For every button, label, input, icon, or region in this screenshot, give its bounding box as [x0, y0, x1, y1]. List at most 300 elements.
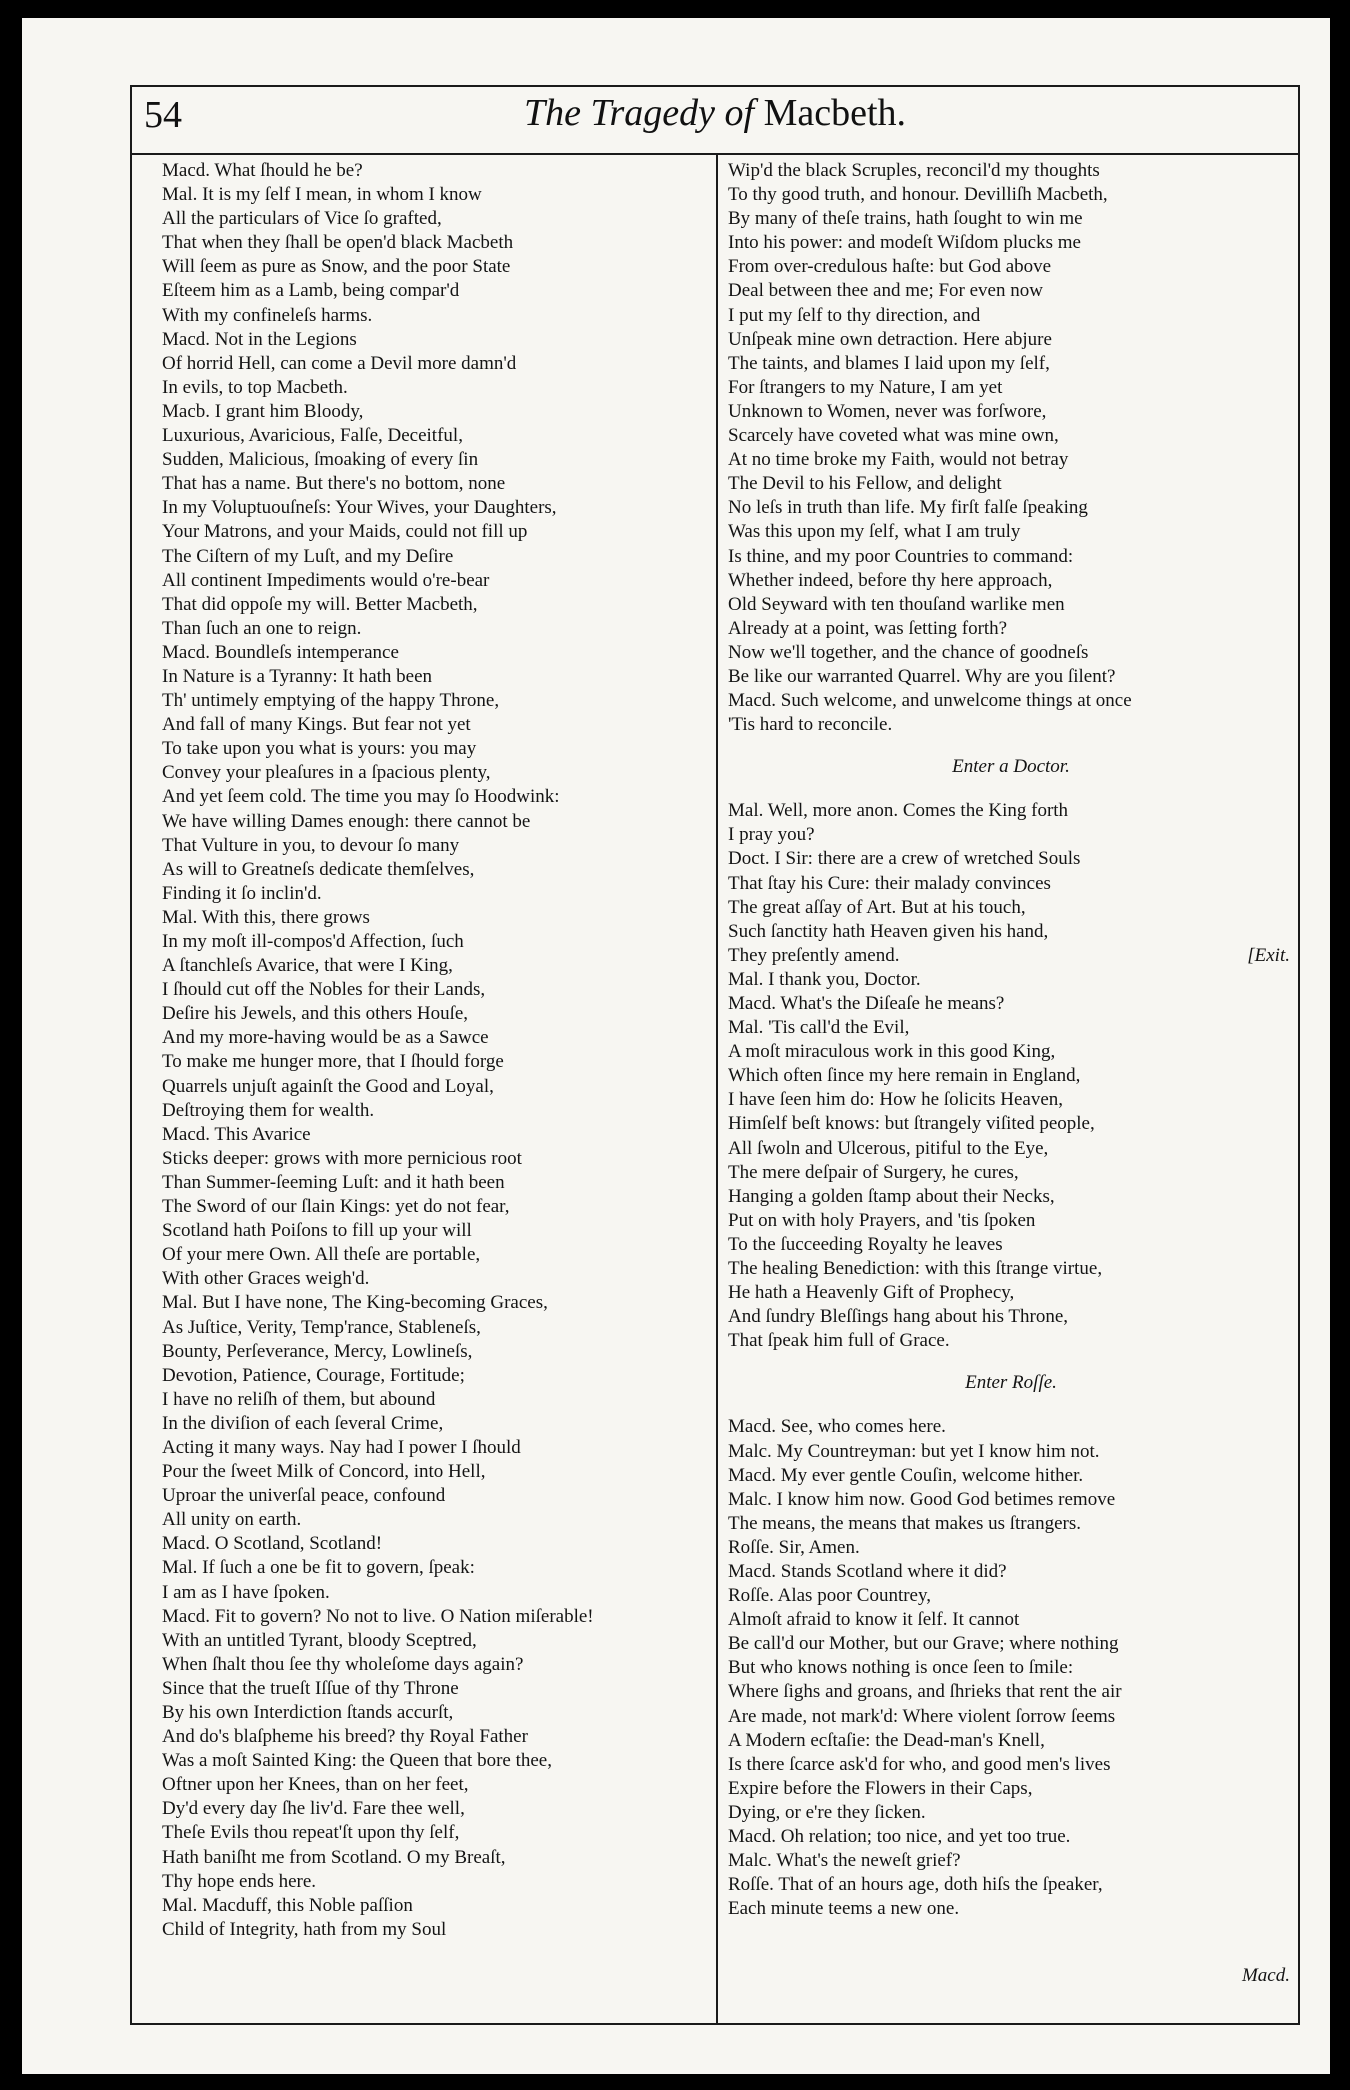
text-line: [728, 545, 1294, 569]
line-text: Was this upon my ſelf, what I am truly: [728, 521, 1021, 543]
line-text: That has a name. But there's no bottom, none: [162, 473, 506, 495]
text-line: [728, 944, 1294, 968]
text-line: [162, 304, 710, 328]
text-line: [162, 400, 710, 424]
line-text: As will to Greatneſs dedicate themſelves,: [162, 858, 475, 880]
text-line: [162, 1749, 710, 1773]
line-text: Expire before the Flowers in their Caps,: [728, 1777, 1033, 1799]
line-text: From over-credulous haſte: but God above: [728, 256, 1052, 278]
line-text: Uproar the univerſal peace, confound: [162, 1485, 446, 1507]
line-text: Such ſanctity hath Heaven given his hand,: [728, 920, 1049, 942]
line-text: The taints, and blames I laid upon my ſelf,: [728, 352, 1050, 374]
text-line: [728, 352, 1294, 376]
text-line: [728, 400, 1294, 424]
line-text: The mere deſpair of Surgery, he cures,: [728, 1161, 1019, 1183]
page-number: 54: [144, 94, 182, 136]
line-text: Now we'll together, and the chance of goodneſs: [728, 641, 1089, 663]
book-page: [22, 18, 1330, 2074]
right-block-1: [728, 159, 1294, 737]
text-line: [728, 1584, 1294, 1608]
right-block-3: [728, 1415, 1294, 1921]
catchword: Macd.: [1241, 1965, 1290, 1986]
line-text: That when they ſhall be open'd black Macbeth: [162, 232, 514, 254]
line-text: A Modern ecſtaſie: the Dead-man's Knell,: [728, 1729, 1045, 1751]
page-header: [132, 87, 1298, 155]
text-line: [162, 1870, 710, 1894]
line-text: With other Graces weigh'd.: [162, 1268, 370, 1290]
line-text: Than Summer-ſeeming Luſt: and it hath been: [162, 1171, 505, 1193]
line-text: The Sword of our ſlain Kings: yet do not fear,: [162, 1196, 510, 1218]
line-text: Malc. I know him now. Good God betimes remove: [728, 1488, 1116, 1510]
line-text: In Nature is a Tyranny: It hath been: [162, 665, 433, 687]
text-line: [728, 920, 1294, 944]
text-line: [162, 1195, 710, 1219]
line-text: The means, the means that makes us ſtrangers.: [728, 1512, 1081, 1534]
line-text: Roſſe. Alas poor Countrey,: [728, 1585, 931, 1607]
line-text: Into his power: and modeſt Wiſdom plucks me: [728, 232, 1081, 254]
line-text: And ſundry Bleſſings hang about his Throne,: [728, 1306, 1069, 1328]
text-line: [162, 183, 710, 207]
text-line: [162, 858, 710, 882]
text-line: [162, 352, 710, 376]
line-text: Be call'd our Mother, but our Grave; where nothing: [728, 1633, 1119, 1655]
line-text: A moſt miraculous work in this good King,: [728, 1041, 1056, 1063]
line-text: Old Seyward with ten thouſand warlike men: [728, 593, 1065, 615]
line-text: Dying, or e're they ſicken.: [728, 1801, 926, 1823]
line-text: Th' untimely emptying of the happy Throne,: [162, 690, 500, 712]
line-text: Child of Integrity, hath from my Soul: [162, 1918, 447, 1940]
line-text: Almoſt afraid to know it ſelf. It cannot: [728, 1609, 1020, 1631]
text-line: [162, 1460, 710, 1484]
text-line: [728, 496, 1294, 520]
text-line: [728, 847, 1294, 871]
line-text: Bounty, Perſeverance, Mercy, Lowlineſs,: [162, 1340, 473, 1362]
line-text: Mal. Macduff, this Noble paſſion: [162, 1894, 413, 1916]
line-text: Hanging a golden ſtamp about their Necks,: [728, 1185, 1055, 1207]
text-line: [728, 872, 1294, 896]
line-text: In the diviſion of each ſeveral Crime,: [162, 1412, 444, 1434]
line-text: Since that the trueſt Iſſue of thy Throne: [162, 1677, 459, 1699]
line-text: Scarcely have coveted what was mine own,: [728, 425, 1059, 447]
line-text: Of horrid Hell, can come a Devil more damn'd: [162, 352, 517, 374]
line-text: But who knows nothing is once ſeen to ſmile:: [728, 1657, 1074, 1679]
text-line: [728, 665, 1294, 689]
text-line: [728, 207, 1294, 231]
text-line: [728, 279, 1294, 303]
text-line: [728, 159, 1294, 183]
left-column: [162, 159, 710, 1942]
text-line: [728, 1233, 1294, 1257]
text-line: [162, 1050, 710, 1074]
line-text: The healing Benediction: with this ſtrange virtue,: [728, 1258, 1103, 1280]
text-line: [728, 255, 1294, 279]
text-line: [728, 376, 1294, 400]
line-text: With an untitled Tyrant, bloody Sceptred,: [162, 1629, 477, 1651]
line-text: Roſſe. Sir, Amen.: [728, 1536, 860, 1558]
text-line: [162, 1797, 710, 1821]
line-text: That ſpeak him full of Grace.: [728, 1330, 950, 1352]
text-line: [728, 1729, 1294, 1753]
text-line: [162, 520, 710, 544]
line-text: Quarrels unjuſt againſt the Good and Loyal,: [162, 1075, 494, 1097]
line-text: 'Tis hard to reconcile.: [728, 714, 893, 736]
line-text: All unity on earth.: [162, 1509, 302, 1531]
line-text: He hath a Heavenly Gift of Prophecy,: [728, 1282, 1015, 1304]
stage-direction-enter-rosse: Enter Roſſe.: [965, 1372, 1057, 1394]
line-text: With my confineleſs harms.: [162, 304, 373, 326]
text-line: [162, 569, 710, 593]
line-text: Himſelf beſt knows: but ſtrangely viſited people,: [728, 1113, 1095, 1135]
line-text: Will ſeem as pure as Snow, and the poor State: [162, 256, 511, 278]
line-text: In my Voluptuouſneſs: Your Wives, your Daughters,: [162, 497, 557, 519]
line-text: And do's blaſpheme his breed? thy Royal Father: [162, 1726, 528, 1748]
line-text: Luxurious, Avaricious, Falſe, Deceitful,: [162, 425, 463, 447]
line-text: Macd. Stands Scotland where it did?: [728, 1560, 1007, 1582]
text-line: [162, 1508, 710, 1532]
text-line: [728, 896, 1294, 920]
line-text: Deal between thee and me; For even now: [728, 280, 1043, 302]
line-text: In my moſt ill-compos'd Affection, ſuch: [162, 931, 464, 952]
text-line: [728, 569, 1294, 593]
text-line: [728, 1281, 1294, 1305]
text-line: [728, 1161, 1294, 1185]
line-text: Your Matrons, and your Maids, could not fill up: [162, 521, 528, 543]
line-text: Theſe Evils thou repeat'ſt upon thy ſelf,: [162, 1822, 460, 1844]
line-text: Than ſuch an one to reign.: [162, 617, 362, 639]
line-text: Deſire his Jewels, and this others Houſe,: [162, 1003, 469, 1025]
text-line: [728, 1440, 1294, 1464]
text-line: [728, 1329, 1294, 1353]
line-text: Sticks deeper: grows with more pernicious root: [162, 1147, 522, 1169]
right-column: [728, 159, 1294, 1921]
text-line: [162, 882, 710, 906]
line-text: And my more-having would be as a Sawce: [162, 1027, 489, 1049]
line-text: Thy hope ends here.: [162, 1870, 317, 1892]
line-text: I have ſeen him do: How he ſolicits Heaven,: [728, 1089, 1064, 1111]
line-text: Mal. Well, more anon. Comes the King forth: [728, 800, 1069, 822]
text-line: [728, 1088, 1294, 1112]
line-text: They preſently amend.: [728, 944, 900, 966]
text-line: [728, 1415, 1294, 1439]
text-line: [162, 1436, 710, 1460]
page-frame: [130, 85, 1300, 2025]
line-text: To thy good truth, and honour. Devilliſh Macbeth,: [728, 184, 1108, 206]
line-text: Each minute teems a new one.: [728, 1898, 960, 1920]
text-line: [162, 954, 710, 978]
line-text: And fall of many Kings. But fear not yet: [162, 714, 471, 736]
line-text: To the ſucceeding Royalty he leaves: [728, 1233, 1003, 1255]
text-line: [728, 1680, 1294, 1704]
text-line: [162, 1773, 710, 1797]
line-text: Macd. Fit to govern? No not to live. O Nation miſerable!: [162, 1605, 594, 1627]
line-text: Was a moſt Sainted King: the Queen that bore thee,: [162, 1750, 552, 1772]
text-line: [728, 183, 1294, 207]
text-line: [728, 1777, 1294, 1801]
text-line: [162, 1532, 710, 1556]
text-line: [162, 328, 710, 352]
text-line: [162, 1171, 710, 1195]
text-line: [728, 1257, 1294, 1281]
text-line: [728, 968, 1294, 992]
text-line: [162, 1267, 710, 1291]
text-line: [162, 448, 710, 472]
line-text: Macd. Not in the Legions: [162, 328, 357, 350]
text-line: [162, 665, 710, 689]
line-text: As Juſtice, Verity, Temp'rance, Stableneſs,: [162, 1316, 481, 1338]
text-line: [162, 1243, 710, 1267]
text-line: [728, 472, 1294, 496]
line-text: Roſſe. That of an hours age, doth hiſs the ſpeaker,: [728, 1874, 1103, 1896]
line-text: Whether indeed, before thy here approach,: [728, 569, 1053, 591]
line-text: Malc. My Countreyman: but yet I know him not.: [728, 1440, 1100, 1462]
running-title-name: Macbeth.: [763, 92, 907, 134]
text-line: [162, 424, 710, 448]
line-text: Which often ſince my here remain in England,: [728, 1065, 1081, 1087]
text-line: [728, 448, 1294, 472]
line-text: Mal. 'Tis call'd the Evil,: [728, 1017, 910, 1039]
text-line: [162, 1556, 710, 1580]
text-line: [162, 1123, 710, 1147]
running-title-italic: The Tragedy of: [523, 92, 755, 134]
text-line: [728, 231, 1294, 255]
text-line: [162, 1364, 710, 1388]
line-text: Eſteem him as a Lamb, being compar'd: [162, 280, 460, 302]
text-line: [162, 1026, 710, 1050]
line-text: No leſs in truth than life. My firſt falſe ſpeaking: [728, 497, 1088, 519]
line-text: I have no reliſh of them, but abound: [162, 1388, 436, 1410]
line-text: At no time broke my Faith, would not betray: [728, 449, 1069, 471]
text-line: [728, 1897, 1294, 1921]
text-line: [162, 1701, 710, 1725]
line-text: All the particulars of Vice ſo grafted,: [162, 208, 442, 230]
text-line: [728, 799, 1294, 823]
line-text: Is there ſcarce ask'd for who, and good men's lives: [728, 1753, 1111, 1775]
line-text: By many of theſe trains, hath ſought to win me: [728, 208, 1083, 230]
exit-direction: [Exit.: [1247, 944, 1290, 966]
text-line: [162, 1099, 710, 1123]
text-line: [162, 1219, 710, 1243]
line-text: Macd. What's the Diſeaſe he means?: [728, 993, 1005, 1014]
text-line: [728, 1825, 1294, 1849]
text-line: [728, 1040, 1294, 1064]
text-line: [728, 328, 1294, 352]
text-line: [162, 713, 710, 737]
text-line: [162, 279, 710, 303]
line-text: By his own Interdiction ſtands accurſt,: [162, 1702, 454, 1723]
text-line: [162, 810, 710, 834]
line-text: All continent Impediments would o're-bear: [162, 569, 490, 591]
line-text: Mal. With this, there grows: [162, 906, 370, 928]
line-text: Hath baniſht me from Scotland. O my Breaſt,: [162, 1846, 506, 1868]
text-line: [728, 992, 1294, 1016]
line-text: Is thine, and my poor Countries to command:: [728, 545, 1074, 567]
text-line: [162, 1291, 710, 1315]
line-text: Finding it ſo inclin'd.: [162, 882, 322, 904]
text-line: [728, 1849, 1294, 1873]
line-text: Macd. My ever gentle Couſin, welcome hither.: [728, 1464, 1084, 1486]
line-text: And yet ſeem cold. The time you may ſo Hoodwink:: [162, 786, 560, 808]
line-text: In evils, to top Macbeth.: [162, 376, 348, 398]
text-line: [162, 737, 710, 761]
text-line: [162, 207, 710, 231]
column-rule: [716, 153, 718, 2025]
text-line: [728, 713, 1294, 737]
text-line: [162, 1412, 710, 1436]
line-text: Put on with holy Prayers, and 'tis ſpoken: [728, 1209, 1036, 1231]
text-line: [162, 231, 710, 255]
text-line: [728, 689, 1294, 713]
text-line: [162, 761, 710, 785]
text-line: [162, 1340, 710, 1364]
text-line: [162, 978, 710, 1002]
text-line: [162, 1388, 710, 1412]
line-text: The great aſſay of Art. But at his touch,: [728, 896, 1026, 918]
line-text: To make me hunger more, that I ſhould forge: [162, 1051, 504, 1073]
line-text: Dy'd every day ſhe liv'd. Fare thee well,: [162, 1798, 465, 1820]
text-line: [728, 593, 1294, 617]
line-text: Unknown to Women, never was forſwore,: [728, 400, 1047, 422]
line-text: Acting it many ways. Nay had I power I ſhould: [162, 1436, 521, 1458]
text-line: [162, 1894, 710, 1918]
line-text: Macd. This Avarice: [162, 1123, 311, 1145]
line-text: Macd. What ſhould he be?: [162, 160, 363, 181]
text-line: [728, 1801, 1294, 1825]
text-line: [162, 641, 710, 665]
line-text: A ſtanchleſs Avarice, that were I King,: [162, 955, 453, 977]
stage-direction-enter-doctor: Enter a Doctor.: [952, 756, 1070, 778]
text-line: [728, 1608, 1294, 1632]
line-text: Oftner upon her Knees, than on her feet,: [162, 1774, 469, 1796]
line-text: That ſtay his Cure: their malady convinces: [728, 872, 1051, 894]
text-line: [162, 159, 710, 183]
text-line: [728, 1137, 1294, 1161]
text-line: [162, 1002, 710, 1026]
line-text: I pray you?: [728, 824, 815, 846]
line-text: Macb. I grant him Bloody,: [162, 400, 364, 422]
line-text: Wip'd the black Scruples, reconcil'd my thoughts: [728, 160, 1100, 181]
text-line: [728, 1753, 1294, 1777]
text-line: [728, 1064, 1294, 1088]
text-line: [728, 1560, 1294, 1584]
line-text: Mal. I thank you, Doctor.: [728, 968, 921, 990]
text-line: [162, 834, 710, 858]
text-line: [162, 1821, 710, 1845]
line-text: Macd. Boundleſs intemperance: [162, 641, 399, 663]
line-text: Where ſighs and groans, and ſhrieks that rent the air: [728, 1681, 1122, 1703]
text-line: [162, 496, 710, 520]
text-line: [728, 1185, 1294, 1209]
text-line: [162, 1725, 710, 1749]
line-text: When ſhalt thou ſee thy wholeſome days again?: [162, 1653, 524, 1675]
line-text: I put my ſelf to thy direction, and: [728, 304, 981, 326]
line-text: All ſwoln and Ulcerous, pitiful to the Eye,: [728, 1137, 1049, 1159]
line-text: Be like our warranted Quarrel. Why are you ſilent?: [728, 665, 1116, 687]
line-text: For ſtrangers to my Nature, I am yet: [728, 376, 1003, 398]
line-text: Macd. See, who comes here.: [728, 1416, 946, 1438]
line-text: Are made, not mark'd: Where violent ſorrow ſeems: [728, 1705, 1116, 1727]
text-line: [728, 1488, 1294, 1512]
text-line: [728, 641, 1294, 665]
line-text: The Devil to his Fellow, and delight: [728, 473, 1002, 495]
text-line: [162, 1605, 710, 1629]
right-block-2: [728, 799, 1294, 1353]
text-line: [162, 617, 710, 641]
line-text: To take upon you what is yours: you may: [162, 738, 477, 760]
line-text: Mal. If ſuch a one be fit to govern, ſpeak:: [162, 1557, 475, 1579]
text-line: [162, 1316, 710, 1340]
text-line: [162, 593, 710, 617]
text-line: [162, 930, 710, 954]
text-line: [162, 1918, 710, 1942]
text-line: [162, 1147, 710, 1171]
text-line: [728, 617, 1294, 641]
text-line: [162, 1484, 710, 1508]
line-text: Already at a point, was ſetting forth?: [728, 617, 1008, 639]
line-text: Malc. What's the neweſt grief?: [728, 1850, 961, 1872]
text-line: [162, 906, 710, 930]
text-line: [728, 1305, 1294, 1329]
line-text: Macd. Oh relation; too nice, and yet too true.: [728, 1826, 1071, 1847]
line-text: Of your mere Own. All theſe are portable,: [162, 1244, 481, 1266]
text-line: [162, 1846, 710, 1870]
text-line: [162, 376, 710, 400]
text-line: [728, 1016, 1294, 1040]
text-line: [162, 1629, 710, 1653]
line-text: I ſhould cut off the Nobles for their Lands,: [162, 979, 486, 1001]
text-line: [162, 1075, 710, 1099]
text-line: [728, 1536, 1294, 1560]
text-line: [162, 1653, 710, 1677]
line-text: Macd. O Scotland, Scotland!: [162, 1533, 383, 1555]
text-line: [728, 1209, 1294, 1233]
text-line: [728, 424, 1294, 448]
line-text: I am as I have ſpoken.: [162, 1581, 330, 1603]
line-text: Unſpeak mine own detraction. Here abjure: [728, 328, 1052, 350]
line-text: Mal. But I have none, The King-becoming Graces,: [162, 1292, 548, 1314]
line-text: The Ciſtern of my Luſt, and my Deſire: [162, 545, 454, 567]
line-text: Doct. I Sir: there are a crew of wretched Souls: [728, 848, 1081, 870]
text-line: [728, 1656, 1294, 1680]
text-line: [162, 785, 710, 809]
text-line: [728, 304, 1294, 328]
text-line: [728, 1705, 1294, 1729]
line-text: Scotland hath Poiſons to fill up your will: [162, 1220, 472, 1242]
text-line: [728, 1632, 1294, 1656]
line-text: Convey your pleaſures in a ſpacious plenty,: [162, 762, 491, 784]
line-text: Mal. It is my ſelf I mean, in whom I know: [162, 184, 482, 206]
line-text: Pour the ſweet Milk of Concord, into Hell,: [162, 1461, 486, 1483]
line-text: Sudden, Malicious, ſmoaking of every ſin: [162, 449, 479, 471]
text-line: [728, 1873, 1294, 1897]
line-text: We have willing Dames enough: there cannot be: [162, 810, 531, 832]
line-text: Macd. Such welcome, and unwelcome things at once: [728, 690, 1132, 712]
text-line: [728, 1512, 1294, 1536]
text-line: [162, 255, 710, 279]
line-text: That Vulture in you, to devour ſo many: [162, 834, 460, 856]
text-line: [162, 1581, 710, 1605]
running-title: [132, 91, 1298, 135]
text-line: [728, 520, 1294, 544]
text-line: [162, 689, 710, 713]
line-text: Devotion, Patience, Courage, Fortitude;: [162, 1364, 465, 1386]
line-text: That did oppoſe my will. Better Macbeth,: [162, 593, 478, 615]
text-line: [162, 545, 710, 569]
line-text: Deſtroying them for wealth.: [162, 1099, 375, 1121]
text-line: [728, 823, 1294, 847]
text-line: [728, 1112, 1294, 1136]
text-line: [728, 1464, 1294, 1488]
text-line: [162, 1677, 710, 1701]
